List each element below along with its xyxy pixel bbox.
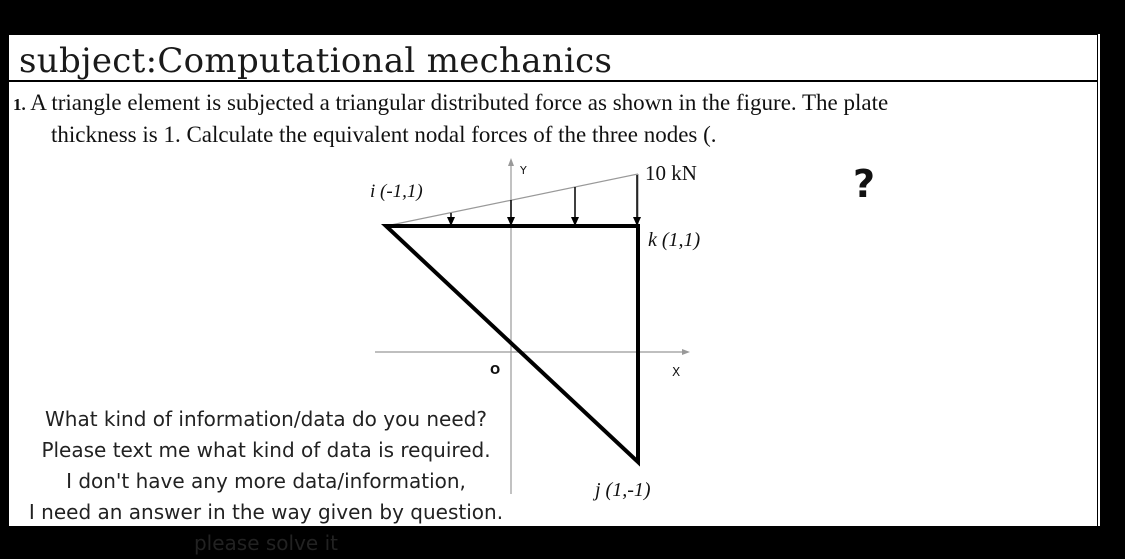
- question-text-1: A triangle element is subjected a triangular distributed force as shown in the figure. The plate: [30, 90, 889, 115]
- document-page: [8, 34, 1100, 555]
- question-mark-overlay: ?: [853, 162, 876, 206]
- x-axis-arrow: [682, 349, 690, 355]
- question-number: 1.: [13, 95, 26, 114]
- note-line: please solve it: [193, 531, 338, 555]
- x-axis-label: X: [672, 365, 681, 379]
- y-axis-arrow: [508, 158, 514, 166]
- node-i-label: i (-1,1): [370, 181, 423, 202]
- y-axis-label: Y: [520, 164, 527, 177]
- subject-title: subject:Computational mechanics: [19, 41, 613, 81]
- node-k-label: k (1,1): [648, 229, 701, 251]
- note-line: Please text me what kind of data is required.: [41, 438, 491, 462]
- origin-label: O: [490, 363, 501, 377]
- note-line: I don't have any more data/information,: [66, 469, 466, 493]
- load-label: 10 kN: [645, 161, 697, 185]
- note-line: I need an answer in the way given by question.: [28, 500, 504, 524]
- handwritten-note: [16, 404, 516, 559]
- node-j-label: j (1,-1): [595, 479, 651, 501]
- question-text-2: thickness is 1. Calculate the equivalent nodal forces of the three nodes (: [51, 122, 711, 147]
- question-text-2-end: .: [710, 122, 717, 147]
- note-line: What kind of information/data do you need?: [45, 407, 487, 431]
